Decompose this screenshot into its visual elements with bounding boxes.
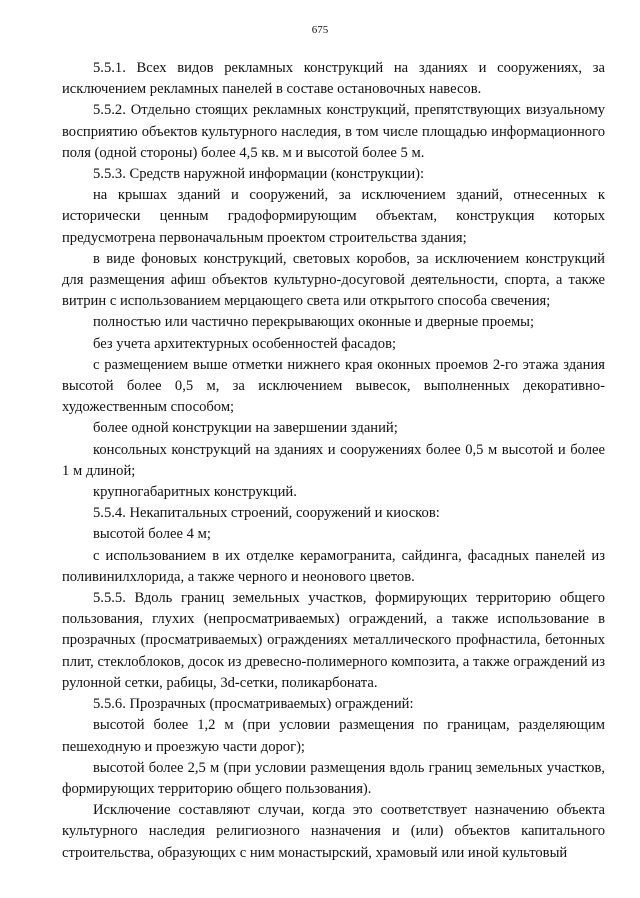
paragraph-exception: Исключение составляют случаи, когда это соответствует назначению объекта культурного наследия религиозного назначения и (или) объектов капитального строительства, образующих с ним монастырский, храмовый или иной культовый [62, 802, 605, 861]
paragraph-5-5-3: 5.5.3. Средств наружной информации (конструкции): [93, 166, 425, 183]
list-item-height-4m: высотой более 4 м; [93, 526, 211, 543]
list-item-finishing-materials: с использованием в их отделке керамогранита, сайдинга, фасадных панелей из поливинилхлорида, а также черного и неонового цветов. [62, 547, 605, 585]
list-item-background-constructions: в виде фоновых конструкций, световых коробов, за исключением конструкций для размещения афиш объектов культурно-досуговой деятельности, спорта, а также витрин с использованием мерцающего света или открытого способа свечения; [62, 250, 605, 310]
page-number: 675 [311, 24, 329, 36]
paragraph-5-5-5: 5.5.5. Вдоль границ земельных участков, формирующих территорию общего пользования, глухих (непросматриваемых) ограждений, а также использование в прозрачных (просматриваемых) ограждениях металлического профнастила, бетонных плит, стеклоблоков, досок из древесно-полимерного композита, а также ограждений из рулонной сетки, рабицы, 3d-сетки, поликарбоната. [62, 590, 605, 691]
list-item-multiple-constructions: более одной конструкции на завершении зданий; [93, 420, 398, 437]
paragraph-5-5-2: 5.5.2. Отдельно стоящих рекламных конструкций, препятствующих визуальному восприятию объектов культурного наследия, в том числе площадью информационного поля (одной стороны) более 4,5 кв. м и высотой более 5 м. [62, 102, 605, 161]
list-item-console-constructions: консольных конструкций на зданиях и сооружениях более 0,5 м высотой и более 1 м длиной; [62, 441, 605, 479]
paragraph-5-5-6: 5.5.6. Прозрачных (просматриваемых) ограждений: [93, 696, 414, 713]
document-body [62, 58, 605, 864]
list-item-roofs: на крышах зданий и сооружений, за исключением зданий, отнесенных к исторически ценным градоформирующим объектам, конструкция которых предусмотрена первоначальным проектом строительства здания; [62, 187, 605, 246]
list-item-height-2-5m: высотой более 2,5 м (при условии размещения вдоль границ земельных участков, формирующих территорию общего пользования). [62, 759, 605, 797]
list-item-second-floor: с размещением выше отметки нижнего края оконных проемов 2-го этажа здания высотой более 0,5 м, за исключением вывесок, выполненных декоративно-художественным способом; [62, 356, 605, 416]
list-item-architecture: без учета архитектурных особенностей фасадов; [93, 335, 397, 352]
paragraph-5-5-4: 5.5.4. Некапитальных строений, сооружений и киосков: [93, 505, 440, 522]
list-item-window-overlap: полностью или частично перекрывающих оконные и дверные проемы; [93, 314, 535, 331]
list-item-large-constructions: крупногабаритных конструкций. [93, 484, 297, 501]
paragraph-5-5-1: 5.5.1. Всех видов рекламных конструкций на зданиях и сооружениях, за исключением рекламных панелей в составе остановочных навесов. [62, 60, 605, 98]
list-item-height-1-2m: высотой более 1,2 м (при условии размещения по границам, разделяющим пешеходную и проезжую части дорог); [62, 717, 605, 755]
